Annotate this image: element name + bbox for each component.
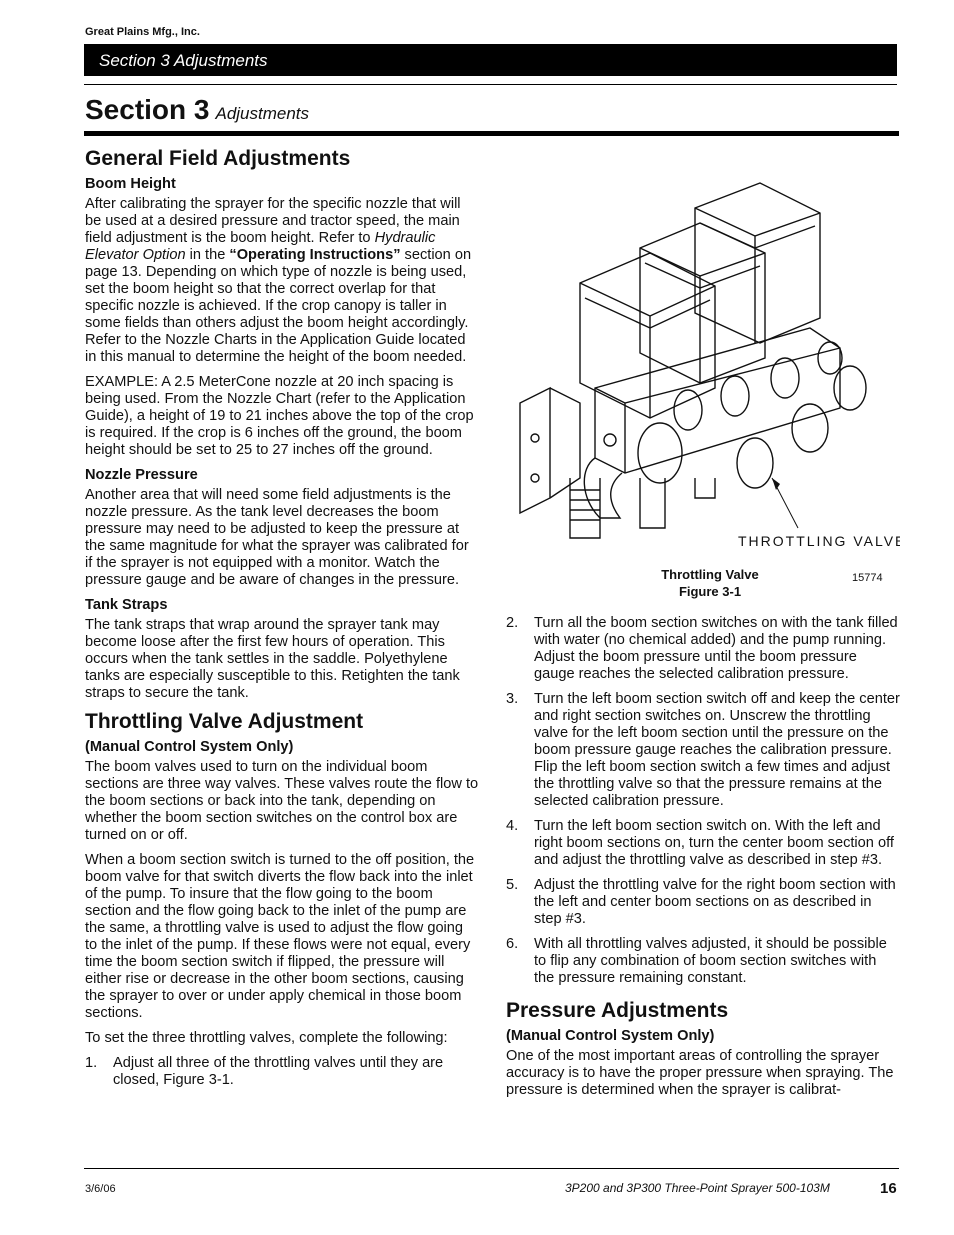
paragraph-throttle-3: To set the three throttling valves, complete the following: bbox=[85, 1030, 448, 1046]
figure-number: 15774 bbox=[852, 572, 883, 584]
list-item bbox=[506, 877, 900, 928]
heading-throttling-valve-adjustment: Throttling Valve Adjustment bbox=[85, 710, 364, 733]
text: in the bbox=[185, 247, 230, 263]
step-text: Turn the left boom section switch off and keep the center and right section switches on. Unscrew the throttling valve for the left boom section until the pressure on the boom pressure gauge reaches the calibration pressure. Flip the left boom section switch a few times and adjust the throttling valve so that the pressure remains at the selected calibration pressure. bbox=[534, 691, 900, 809]
list-item bbox=[85, 1055, 479, 1089]
heading-tank-straps: Tank Straps bbox=[85, 597, 168, 613]
heading-nozzle-pressure: Nozzle Pressure bbox=[85, 467, 198, 483]
step-number: 6. bbox=[506, 936, 519, 952]
page-number: 16 bbox=[880, 1180, 897, 1197]
steps-list-right bbox=[506, 615, 900, 987]
step-number: 5. bbox=[506, 877, 519, 893]
step-text: Adjust the throttling valve for the right boom section with the left and center boom sections on as described in step #3. bbox=[534, 877, 896, 927]
step-number: 2. bbox=[506, 615, 519, 631]
section-title-sub: Adjustments bbox=[215, 104, 310, 123]
header-rule bbox=[84, 84, 897, 85]
section-header-bar bbox=[84, 44, 897, 76]
section-header-label: Section 3 Adjustments bbox=[99, 51, 268, 70]
paragraph-throttle-2: When a boom section switch is turned to the off position, the boom valve for that switch diverts the flow back into the inlet of the pump. To insure that the flow going to the boom section and the flow going back to the inlet of the pump are the same, a throttling valve is used to adjust the flow going to the inlet of the pump. If these flows were not equal, every time the boom section switch if flipped, the pressure will either rise or decrease in the other boom sections, causing the sprayer to over or under apply chemical in those boom sections. bbox=[85, 852, 475, 1021]
step-number: 3. bbox=[506, 691, 519, 707]
operating-instructions-ref: “Operating Instructions” bbox=[229, 247, 401, 263]
section-title bbox=[85, 94, 309, 126]
text: After calibrating the sprayer for the specific nozzle that will be used at a desired pressure and tractor speed, the main field adjustment is the boom height. Refer to bbox=[85, 196, 461, 246]
steps-list-left bbox=[85, 1055, 479, 1089]
section-title-main: Section 3 bbox=[85, 94, 210, 125]
heading-pressure-adjustments: Pressure Adjustments bbox=[506, 999, 729, 1022]
paragraph-throttle-1: The boom valves used to turn on the individual boom sections are three way valves. These valves route the flow to the boom sections or back into the tank, depending on whether the boom section switches on the control box are turned on or off. bbox=[85, 759, 479, 843]
link-hydraulic-elevator: Hydraulic Elevator Option bbox=[85, 230, 436, 263]
paragraph-example: EXAMPLE: A 2.5 MeterCone nozzle at 20 inch spacing is being used. From the Nozzle Chart (refer to the Application Guide), a height of 19 to 21 inches above the top of the crop is required. If the crop is 6 inches off the ground, the boom height should be set to 25 to 27 inches off the ground. bbox=[85, 374, 474, 458]
text: section on page 13. Depending on which type of nozzle is being used, set the boom height so that the correct overlap for that specific nozzle is achieved. If the crop canopy is taller in some fields than others adjust the boom height accordingly. Refer to the Nozzle Charts in the Application Guide located in this manual to determine the height of the boom needed. bbox=[85, 247, 472, 365]
step-text: Turn the left boom section switch on. With the left and right boom sections on, turn the center boom section off and adjust the throttling valve as described in step #3. bbox=[534, 818, 894, 868]
step-text: Adjust all three of the throttling valves until they are closed, Figure 3-1. bbox=[113, 1055, 444, 1088]
list-item bbox=[506, 615, 900, 683]
footer-rule bbox=[84, 1168, 899, 1169]
list-item bbox=[506, 936, 900, 987]
heading-boom-height: Boom Height bbox=[85, 176, 176, 192]
company-name: Great Plains Mfg., Inc. bbox=[85, 26, 200, 38]
valve-illustration bbox=[510, 178, 900, 558]
step-text: With all throttling valves adjusted, it should be possible to flip any combination of boom section switches with the pressure remaining constant. bbox=[534, 936, 887, 986]
step-number: 1. bbox=[85, 1055, 98, 1071]
paragraph-boom-height bbox=[85, 196, 479, 366]
figure-caption bbox=[620, 566, 800, 600]
step-number: 4. bbox=[506, 818, 519, 834]
heading-manual-control: (Manual Control System Only) bbox=[506, 1028, 715, 1044]
caption-title: Throttling Valve bbox=[661, 567, 759, 582]
heading-general-field-adjustments: General Field Adjustments bbox=[85, 147, 351, 170]
paragraph-nozzle-pressure: Another area that will need some field adjustments is the nozzle pressure. As the tank level decreases the boom pressure may need to be adjusted to keep the pressure at the same magnitude for what the sprayer was calibrated for if the sprayer is not equipped with a monitor. Watch the pressure gauge and be aware of changes in the pressure. bbox=[85, 487, 469, 588]
heading-manual-control: (Manual Control System Only) bbox=[85, 739, 294, 755]
paragraph-tank-straps: The tank straps that wrap around the sprayer tank may become loose after the first few hours of operation. This occurs when the tank settles in the saddle. Polyethylene tanks are especially susceptible to this. Retighten the tank straps to secure the tank. bbox=[85, 617, 460, 701]
paragraph-pressure: One of the most important areas of controlling the sprayer accuracy is to have the proper pressure when spraying. The pressure is determined when the sprayer is calibrat- bbox=[506, 1048, 894, 1098]
right-column bbox=[506, 615, 900, 1107]
left-column bbox=[85, 147, 479, 1097]
list-item bbox=[506, 691, 900, 810]
callout-label: THROTTLING VALVE bbox=[738, 533, 900, 549]
title-rule bbox=[84, 131, 899, 136]
step-text: Turn all the boom section switches on with the tank filled with water (no chemical added) and the pump running. Adjust the boom pressure until the boom pressure gauge reaches the selected calibration pressure. bbox=[534, 615, 898, 682]
list-item bbox=[506, 818, 900, 869]
throttling-valve-figure bbox=[510, 178, 900, 558]
footer-document-title: 3P200 and 3P300 Three-Point Sprayer 500-103M bbox=[565, 1181, 830, 1195]
caption-label: Figure 3-1 bbox=[678, 584, 742, 599]
footer-date: 3/6/06 bbox=[85, 1183, 116, 1195]
